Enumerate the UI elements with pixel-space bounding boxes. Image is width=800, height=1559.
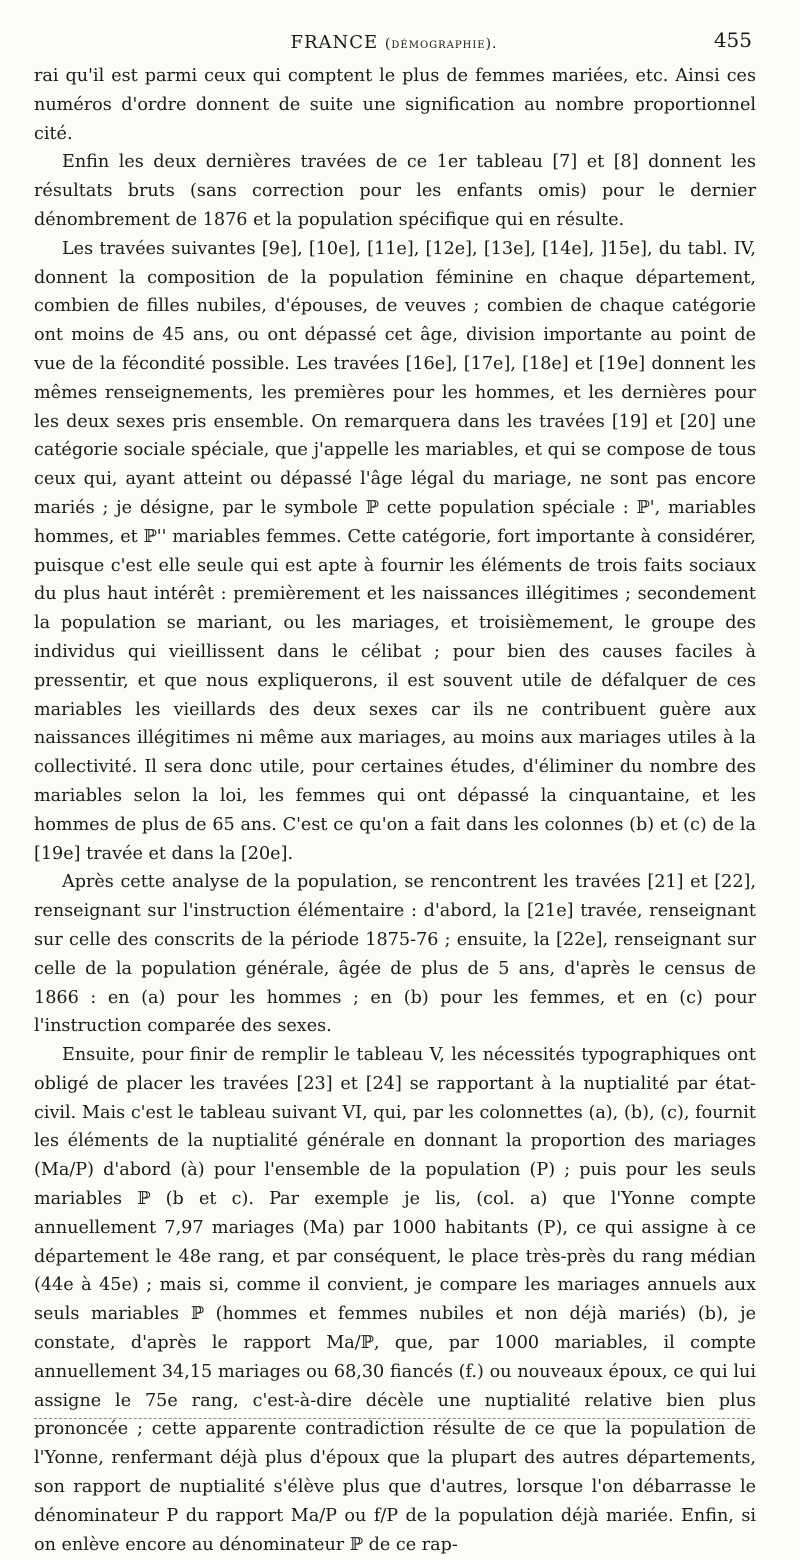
running-header: [36, 28, 752, 62]
body-text: [34, 62, 756, 1559]
paragraph: Ensuite, pour finir de remplir le tableau V, les nécessités typographiques ont obligé de placer les travées [23] et [24] se rapportant à la nuptialité par état-civil. Mais c'est le tableau suivant VI, qui, par les colonnettes (a), (b), (c), fournit les éléments de la nuptialité générale en donnant la proportion des mariages (Ma/P) d'abord (à) pour l'ensemble de la population (P) ; puis pour les seuls mariables ℙ (b et c). Par exemple je lis, (col. a) que l'Yonne compte annuellement 7,97 mariages (Ma) par 1000 habitants (P), ce qui assigne à ce département le 48e rang, et par conséquent, le place très-près du rang médian (44e à 45e) ; mais si, comme il convient, je compare les mariages annuels aux seuls mariables ℙ (hommes et femmes nubiles et non déjà mariés) (b), je constate, d'après le rapport Ma/ℙ, que, par 1000 mariables, il compte annuellement 34,15 mariages ou 68,30 fiancés (f.) ou nouveaux époux, ce qui lui assigne le 75e rang, c'est-à-dire décèle une nuptialité relative bien plus prononcée ; cette apparente contradiction résulte de ce que la population de l'Yonne, renfermant déjà plus d'époux que la plupart des autres départements, son rapport de nuptialité s'élève plus que d'autres, lorsque l'on débarrasse le dénominateur P du rapport Ma/P ou f/P de la population déjà mariée. Enfin, si on enlève encore au dénominateur ℙ de ce rap-: [34, 1045, 756, 1555]
header-title-line: [36, 32, 752, 53]
bottom-rule: [34, 1418, 750, 1419]
paragraph: Enfin les deux dernières travées de ce 1er tableau [7] et [8] donnent les résultats bruts (sans correction pour les enfants omis) pour le dernier dénombrement de 1876 et la population spécifique qui en résulte.: [34, 152, 756, 230]
page-number: 455: [713, 28, 752, 52]
paragraph: Les travées suivantes [9e], [10e], [11e], [12e], [13e], [14e], ]15e], du tabl. IV, donnent la composition de la population féminine en chaque département, combien de filles nubiles, d'épouses, de veuves ; combien de chaque catégorie ont moins de 45 ans, ou ont dépassé cet âge, division importante au point de vue de la fécondité possible. Les travées [16e], [17e], [18e] et [19e] donnent les mêmes renseignements, les premières pour les hommes, et les dernières pour les deux sexes pris ensemble. On remarquera dans les travées [19] et [20] une catégorie sociale spéciale, que j'appelle les mariables, et qui se compose de tous ceux qui, ayant atteint ou dépassé l'âge légal du mariage, ne sont pas encore mariés ; je désigne, par le symbole ℙ cette population spéciale : ℙ', mariables hommes, et ℙ'' mariables femmes. Cette catégorie, fort importante à considérer, puisque c'est elle seule qui est apte à fournir les éléments de trois faits sociaux du plus haut intérêt : premièrement et les naissances illégitimes ; secondement la population se mariant, ou les mariages, et troisièmement, le groupe des individus qui vieillissent dans le célibat ; pour bien des causes faciles à pressentir, et que nous expliquerons, il est souvent utile de défalquer de ces mariables les vieillards des deux sexes car ils ne contribuent guère aux naissances illégitimes ni même aux mariages, au moins aux mariages utiles à la collectivité. Il sera donc utile, pour certaines études, d'éliminer du nombre des mariables selon la loi, les femmes qui ont dépassé la cinquantaine, et les hommes de plus de 65 ans. C'est ce qu'on a fait dans les colonnes (b) et (c) de la [19e] travée et dans la [20e].: [34, 238, 756, 864]
header-subtitle: (démographie).: [384, 36, 498, 52]
paragraph: rai qu'il est parmi ceux qui comptent le plus de femmes mariées, etc. Ainsi ces numéros d'ordre donnent de suite une signification au nombre proportionnel cité.: [34, 66, 756, 144]
paragraph: Après cette analyse de la population, se rencontrent les travées [21] et [22], renseignant sur l'instruction élémentaire : d'abord, la [21e] travée, renseignant sur celle des conscrits de la période 1875-76 ; ensuite, la [22e], renseignant sur celle de la population générale, âgée de plus de 5 ans, d'après le census de 1866 : en (a) pour les hommes ; en (b) pour les femmes, et en (c) pour l'instruction comparée des sexes.: [34, 872, 756, 1037]
header-title: FRANCE: [290, 32, 379, 53]
